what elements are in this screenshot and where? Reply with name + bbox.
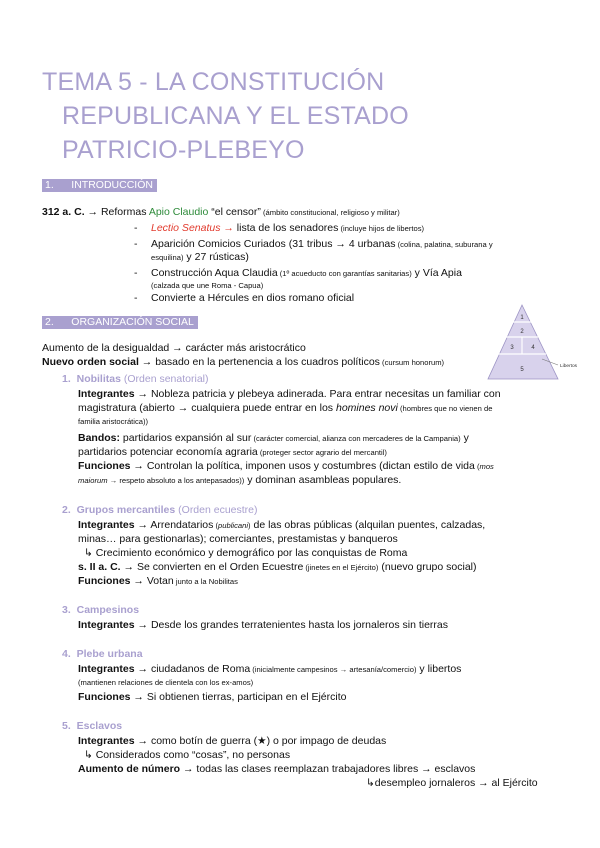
- censor-text: “el censor”: [208, 206, 261, 218]
- item-subtitle: (Orden senatorial): [120, 373, 209, 385]
- section-title: ORGANIZACIÓN SOCIAL: [71, 316, 194, 328]
- lectio-text: lista de los senadores: [233, 222, 339, 234]
- label-integrantes: Integrantes: [78, 619, 135, 631]
- bullet-dash: -: [134, 222, 138, 234]
- item-campesinos-heading: [62, 603, 139, 617]
- text: y: [460, 432, 469, 444]
- section-heading-introduccion: [42, 179, 157, 192]
- nobilitas-funciones: [78, 459, 494, 474]
- cursum-honorum-note: (cursum honorum): [379, 358, 445, 367]
- text: → Se convierten en el Orden Ecuestre: [120, 561, 304, 573]
- text: (nuevo grupo social): [378, 561, 477, 573]
- bullet-dash: -: [134, 292, 138, 304]
- aumento-line: Aumento de la desigualdad → carácter más aristocrático: [42, 342, 306, 354]
- page-title-line3: PATRICIO-PLEBEYO: [62, 136, 305, 164]
- item-plebe-heading: [62, 647, 143, 661]
- section-number: 2.: [45, 316, 54, 328]
- label-integrantes: Integrantes: [78, 388, 135, 400]
- campesinos-integrantes: [78, 618, 448, 632]
- section-title: INTRODUCCIÓN: [71, 179, 153, 191]
- item-number: 3.: [62, 604, 71, 616]
- item-subtitle: (Orden ecuestre): [175, 504, 258, 516]
- text: → Nobleza patricia y plebeya adinerada. Para entrar necesitas un familiar con: [134, 388, 501, 400]
- publicani-term: publicani: [218, 521, 249, 530]
- homines-novi: homines novi: [335, 402, 398, 414]
- note: (proteger sector agrario del mercantil): [257, 448, 387, 457]
- note: (hombres que no vienen de: [397, 404, 493, 413]
- reform-text: → Reformas: [84, 206, 149, 218]
- comicios-line2: [151, 250, 249, 265]
- lectio-senatus: Lectio Senatus →: [151, 222, 234, 234]
- text: → Votan: [130, 575, 174, 587]
- comicios-text: Aparición Comicios Curiados (31 tribus → 4 urbanas: [151, 238, 396, 250]
- comicios-note: (colina, palatina, suburana y: [395, 240, 493, 249]
- item-number: 5.: [62, 720, 71, 732]
- item-number: 4.: [62, 648, 71, 660]
- text: → Controlan la política, imponen usos y costumbres (dictan estilo de vida: [130, 460, 475, 472]
- note: (inicialmente campesinos → artesanía/comercio): [250, 665, 417, 674]
- item-grupos-heading: [62, 503, 258, 517]
- esclavos-integrantes: [78, 734, 386, 748]
- text: magistratura (abierto → cualquiera puede entrar en los: [78, 402, 336, 414]
- mos-term: mos: [479, 462, 494, 471]
- label-bandos: Bandos:: [78, 432, 120, 444]
- pyramid-level-3: 3: [510, 345, 514, 351]
- nobilitas-funciones-2: [78, 473, 401, 488]
- via-apia-text: y Vía Apia: [411, 267, 462, 279]
- grupos-siglo: [78, 560, 477, 575]
- note: (: [474, 462, 480, 471]
- note: junto a la Nobilitas: [173, 577, 238, 586]
- label-funciones: Funciones: [78, 460, 131, 472]
- bullet-dash: -: [134, 238, 138, 250]
- nuevo-orden-label: Nuevo orden social: [42, 356, 139, 368]
- lectio-note: (incluye hijos de libertos): [338, 224, 425, 233]
- item-nobilitas-heading: [62, 372, 209, 386]
- lectio-line: [151, 221, 424, 236]
- grupos-funciones: [78, 574, 238, 589]
- nobilitas-integrantes-2: [78, 401, 492, 416]
- date-label: 312 a. C.: [42, 206, 85, 218]
- esclavos-desempleo: ↳desempleo jornaleros → al Ejército: [366, 777, 538, 789]
- page-title-line2: REPUBLICANA Y EL ESTADO: [62, 102, 409, 130]
- pyramid-level-1: 1: [520, 315, 524, 321]
- text: → Desde los grandes terratenientes hasta los jornaleros sin tierras: [134, 619, 449, 631]
- item-number: 1.: [62, 373, 71, 385]
- social-pyramid-diagram: [486, 303, 582, 383]
- text: → Arrendatarios: [134, 519, 214, 531]
- section-number: 1.: [45, 179, 54, 191]
- item-title: Campesinos: [76, 604, 140, 616]
- nobilitas-bandos: [78, 431, 469, 446]
- plebe-integrantes: [78, 662, 461, 677]
- nuevo-orden-line: [42, 355, 444, 370]
- label-integrantes: Integrantes: [78, 663, 135, 675]
- nobilitas-integrantes-3: familia aristocrática)): [78, 417, 149, 426]
- note: → respeto absoluto a los antepasados)): [107, 476, 245, 485]
- aqua-text: Construcción Aqua Claudia: [151, 267, 278, 279]
- text: → Si obtienen tierras, participan en el Ejército: [130, 691, 347, 703]
- grupos-crecimiento: ↳ Crecimiento económico y demográfico por las conquistas de Roma: [84, 547, 408, 559]
- pyramid-libertos-label: Libertos: [560, 364, 578, 369]
- grupos-integrantes-2: minas… para gestionarlas); comerciantes, prestamistas y banqueros: [78, 533, 398, 545]
- maiorum-term: maiorum: [78, 476, 108, 485]
- text: y dominan asambleas populares.: [244, 474, 402, 486]
- label-funciones: Funciones: [78, 691, 131, 703]
- item-esclavos-heading: [62, 719, 122, 733]
- label-integrantes: Integrantes: [78, 519, 135, 531]
- bullet-dash: -: [134, 267, 138, 279]
- note: (: [213, 521, 219, 530]
- esclavos-aumento: [78, 762, 475, 776]
- item-title: Plebe urbana: [76, 648, 143, 660]
- item-title: Nobilitas: [76, 373, 121, 385]
- item-number: 2.: [62, 504, 71, 516]
- aqua-line2: (calzada que une Roma - Capua): [151, 281, 264, 290]
- text: → ciudadanos de Roma: [134, 663, 251, 675]
- date-label: s. II a. C.: [78, 561, 121, 573]
- apio-claudio: Apio Claudio: [148, 206, 209, 218]
- nobilitas-integrantes: [78, 387, 501, 401]
- aqua-note: (1º acueducto con garantías sanitarias): [277, 269, 412, 278]
- note: ): [248, 521, 251, 530]
- hercules-line: Convierte a Hércules en dios romano oficial: [151, 292, 355, 304]
- section-heading-organizacion: [42, 316, 198, 329]
- note: (jinetes en el Ejército): [303, 563, 379, 572]
- text: → como botín de guerra (★) o por impago de deudas: [134, 735, 387, 747]
- page-title-line1: TEMA 5 - LA CONSTITUCIÓN: [42, 68, 385, 96]
- pyramid-level-2: 2: [520, 329, 524, 335]
- grupos-integrantes: [78, 518, 485, 533]
- text: y libertos: [416, 663, 462, 675]
- nobilitas-bandos-2: [78, 445, 387, 460]
- comicios-text2: y 27 rústicas): [183, 251, 249, 263]
- label-integrantes: Integrantes: [78, 735, 135, 747]
- pyramid-level-5: 5: [520, 367, 524, 373]
- label-funciones: Funciones: [78, 575, 131, 587]
- esclavos-considerados: ↳ Considerados como “cosas”, no personas: [84, 749, 291, 761]
- pyramid-level-4: 4: [531, 345, 535, 351]
- item-title: Grupos mercantiles: [76, 504, 176, 516]
- nuevo-orden-text: → basado en la pertenencia a los cuadros políticos: [138, 356, 380, 368]
- text: partidarios expansión al sur: [120, 432, 252, 444]
- text: partidarios potenciar economía agraria: [78, 446, 258, 458]
- plebe-integrantes-2: (mantienen relaciones de clientela con los ex-amos): [78, 678, 254, 687]
- text: de las obras públicas (alquilan puentes, calzadas,: [250, 519, 486, 531]
- item-title: Esclavos: [76, 720, 123, 732]
- censor-note: (ámbito constitucional, religioso y militar): [260, 208, 400, 217]
- reform-line: [42, 205, 400, 220]
- comicios-note2: esquilina): [151, 253, 184, 262]
- text: → todas las clases reemplazan trabajadores libres → esclavos: [180, 763, 476, 775]
- label-aumento: Aumento de número: [78, 763, 181, 775]
- note: (carácter comercial, alianza con mercaderes de la Campania): [251, 434, 461, 443]
- plebe-funciones: [78, 690, 346, 704]
